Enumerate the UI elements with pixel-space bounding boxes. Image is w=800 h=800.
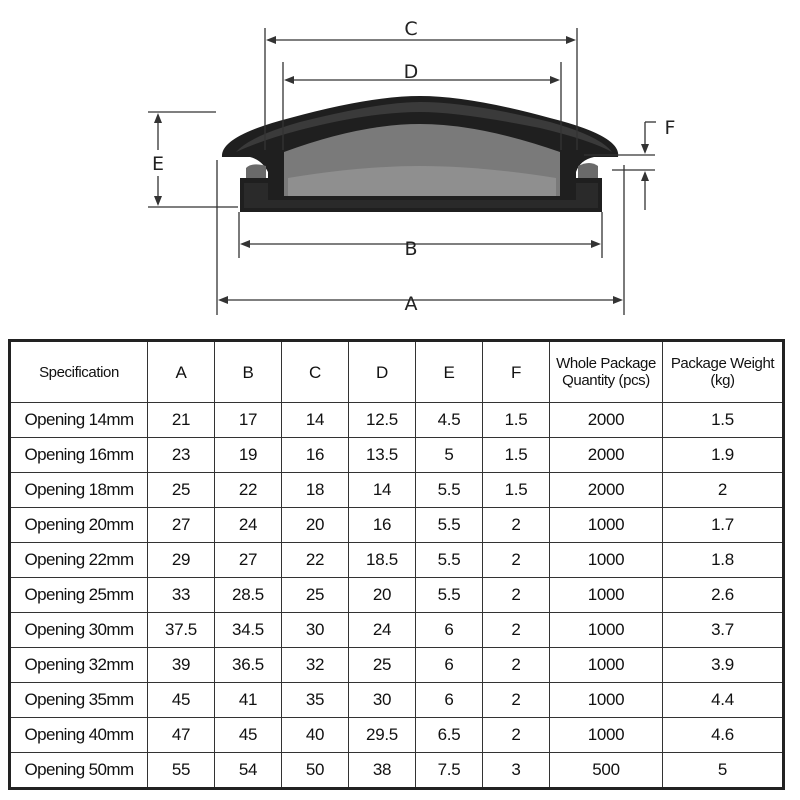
c-cell: 35: [282, 683, 349, 718]
c-cell: 22: [282, 543, 349, 578]
table-row: [10, 438, 784, 473]
e-cell: 6: [416, 648, 483, 683]
f-cell: 2: [483, 613, 550, 648]
table-row: [10, 683, 784, 718]
f-cell: 2: [483, 683, 550, 718]
label-a: A: [404, 293, 418, 315]
weight-cell: 1.5: [663, 403, 784, 438]
spec-cell: Opening 50mm: [10, 753, 148, 789]
f-cell: 1.5: [483, 403, 550, 438]
c-cell: 20: [282, 508, 349, 543]
b-cell: 22: [215, 473, 282, 508]
f-cell: 2: [483, 543, 550, 578]
e-cell: 7.5: [416, 753, 483, 789]
e-cell: 5.5: [416, 578, 483, 613]
b-cell: 24: [215, 508, 282, 543]
header-a: A: [148, 341, 215, 403]
spec-cell: Opening 40mm: [10, 718, 148, 753]
c-cell: 40: [282, 718, 349, 753]
spec-cell: Opening 25mm: [10, 578, 148, 613]
f-cell: 1.5: [483, 438, 550, 473]
quantity-cell: 2000: [550, 438, 663, 473]
weight-cell: 2: [663, 473, 784, 508]
a-cell: 27: [148, 508, 215, 543]
table-row: [10, 613, 784, 648]
c-cell: 18: [282, 473, 349, 508]
a-cell: 37.5: [148, 613, 215, 648]
table-row: [10, 543, 784, 578]
b-cell: 17: [215, 403, 282, 438]
header-f: F: [483, 341, 550, 403]
quantity-cell: 1000: [550, 648, 663, 683]
e-cell: 6: [416, 613, 483, 648]
quantity-cell: 500: [550, 753, 663, 789]
label-d: D: [403, 61, 419, 83]
e-cell: 6: [416, 683, 483, 718]
c-cell: 14: [282, 403, 349, 438]
a-cell: 29: [148, 543, 215, 578]
dimension-b: [239, 212, 602, 258]
spec-cell: Opening 22mm: [10, 543, 148, 578]
a-cell: 25: [148, 473, 215, 508]
grommet-cross-section-diagram: [0, 0, 800, 330]
d-cell: 13.5: [349, 438, 416, 473]
header-b: B: [215, 341, 282, 403]
a-cell: 23: [148, 438, 215, 473]
weight-cell: 2.6: [663, 578, 784, 613]
weight-cell: 4.6: [663, 718, 784, 753]
header-package-weight: Package Weight (kg): [663, 341, 784, 403]
f-cell: 2: [483, 508, 550, 543]
c-cell: 16: [282, 438, 349, 473]
a-cell: 39: [148, 648, 215, 683]
weight-cell: 1.8: [663, 543, 784, 578]
a-cell: 47: [148, 718, 215, 753]
f-cell: 2: [483, 648, 550, 683]
header-package-quantity: Whole Package Quantity (pcs): [550, 341, 663, 403]
e-cell: 5.5: [416, 508, 483, 543]
table-row: [10, 403, 784, 438]
a-cell: 45: [148, 683, 215, 718]
spec-cell: Opening 32mm: [10, 648, 148, 683]
table-body: [10, 403, 784, 789]
quantity-cell: 1000: [550, 718, 663, 753]
a-cell: 33: [148, 578, 215, 613]
f-cell: 1.5: [483, 473, 550, 508]
e-cell: 5: [416, 438, 483, 473]
b-cell: 27: [215, 543, 282, 578]
e-cell: 4.5: [416, 403, 483, 438]
label-e: E: [151, 153, 165, 175]
spec-cell: Opening 35mm: [10, 683, 148, 718]
quantity-cell: 1000: [550, 578, 663, 613]
spec-cell: Opening 14mm: [10, 403, 148, 438]
d-cell: 18.5: [349, 543, 416, 578]
d-cell: 29.5: [349, 718, 416, 753]
spec-cell: Opening 30mm: [10, 613, 148, 648]
header-specification: Specification: [10, 341, 148, 403]
table-row: [10, 718, 784, 753]
f-cell: 2: [483, 578, 550, 613]
e-cell: 6.5: [416, 718, 483, 753]
table-row: [10, 578, 784, 613]
a-cell: 21: [148, 403, 215, 438]
b-cell: 19: [215, 438, 282, 473]
b-cell: 36.5: [215, 648, 282, 683]
d-cell: 38: [349, 753, 416, 789]
e-cell: 5.5: [416, 543, 483, 578]
b-cell: 45: [215, 718, 282, 753]
quantity-cell: 2000: [550, 473, 663, 508]
weight-cell: 1.7: [663, 508, 784, 543]
header-c: C: [282, 341, 349, 403]
weight-cell: 5: [663, 753, 784, 789]
table-header-row: [10, 341, 784, 403]
spec-cell: Opening 16mm: [10, 438, 148, 473]
weight-cell: 1.9: [663, 438, 784, 473]
f-cell: 3: [483, 753, 550, 789]
table-row: [10, 473, 784, 508]
b-cell: 54: [215, 753, 282, 789]
quantity-cell: 1000: [550, 508, 663, 543]
quantity-cell: 1000: [550, 543, 663, 578]
quantity-cell: 1000: [550, 613, 663, 648]
a-cell: 55: [148, 753, 215, 789]
header-d: D: [349, 341, 416, 403]
label-f: F: [664, 117, 676, 139]
f-cell: 2: [483, 718, 550, 753]
d-cell: 25: [349, 648, 416, 683]
c-cell: 30: [282, 613, 349, 648]
quantity-cell: 1000: [550, 683, 663, 718]
label-b: B: [404, 238, 418, 260]
quantity-cell: 2000: [550, 403, 663, 438]
d-cell: 14: [349, 473, 416, 508]
label-c: C: [404, 18, 418, 40]
specification-table: [8, 339, 785, 790]
header-e: E: [416, 341, 483, 403]
d-cell: 30: [349, 683, 416, 718]
weight-cell: 3.9: [663, 648, 784, 683]
d-cell: 24: [349, 613, 416, 648]
grommet-profile: [222, 96, 618, 212]
table-row: [10, 648, 784, 683]
d-cell: 20: [349, 578, 416, 613]
weight-cell: 4.4: [663, 683, 784, 718]
spec-cell: Opening 18mm: [10, 473, 148, 508]
spec-cell: Opening 20mm: [10, 508, 148, 543]
b-cell: 28.5: [215, 578, 282, 613]
table-row: [10, 753, 784, 789]
d-cell: 12.5: [349, 403, 416, 438]
e-cell: 5.5: [416, 473, 483, 508]
d-cell: 16: [349, 508, 416, 543]
c-cell: 25: [282, 578, 349, 613]
c-cell: 50: [282, 753, 349, 789]
b-cell: 41: [215, 683, 282, 718]
weight-cell: 3.7: [663, 613, 784, 648]
b-cell: 34.5: [215, 613, 282, 648]
c-cell: 32: [282, 648, 349, 683]
table-row: [10, 508, 784, 543]
